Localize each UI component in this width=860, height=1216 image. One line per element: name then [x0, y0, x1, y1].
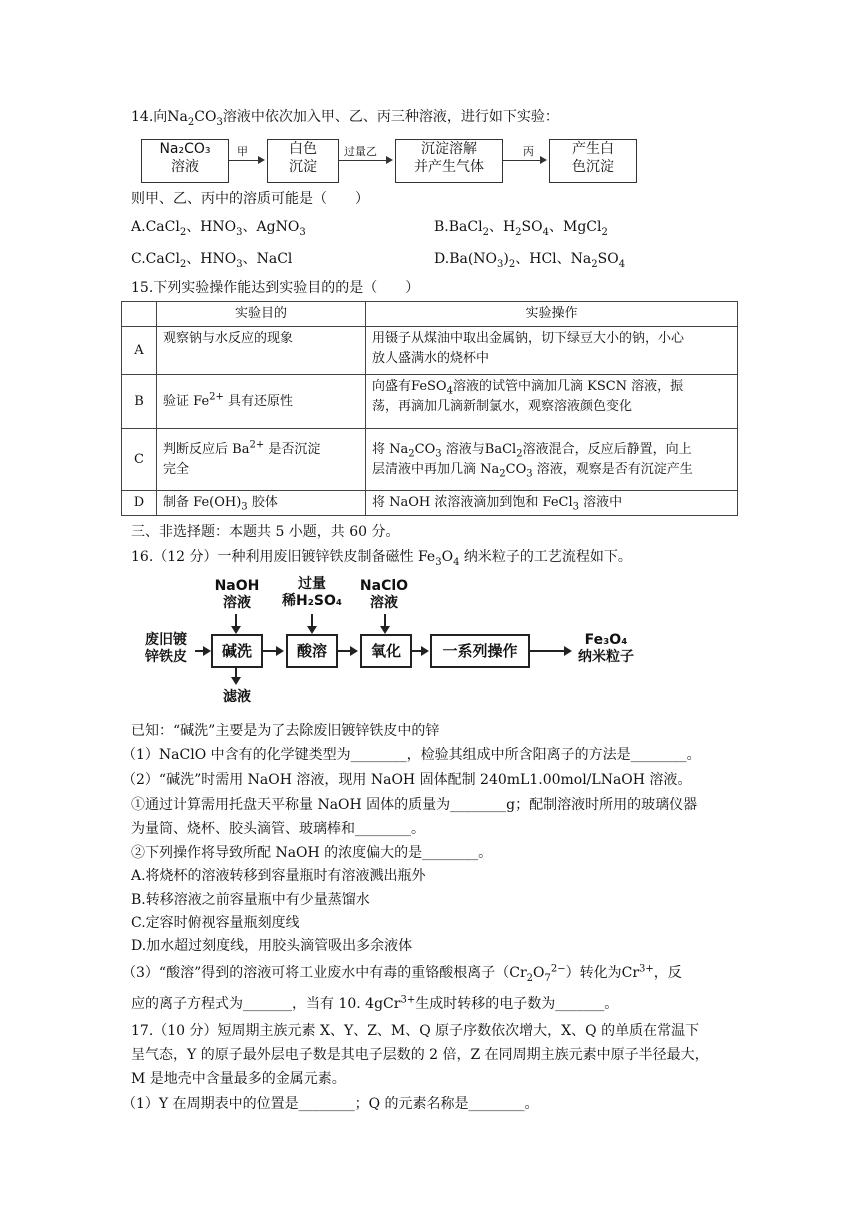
- header-goal: 实验目的: [157, 302, 366, 327]
- arrow-icon: [195, 650, 209, 652]
- q16-known: 已知：“碱洗”主要是为了去除废旧镀锌铁皮中的锌: [131, 723, 440, 739]
- table-row: [122, 302, 738, 327]
- arrow-icon: [229, 160, 263, 161]
- q16-part-2-1a: ①通过计算需用托盘天平称量 NaOH 固体的质量为________g；配制溶液时所用的玻璃仪器: [131, 797, 698, 813]
- table-row: [122, 327, 738, 375]
- q14-option-c: C.CaCl$_2$、$HNO_3$、NaCl: [131, 251, 293, 270]
- q16-part-2: （2）“碱洗”时需用 NaOH 溶液，现用 NaOH 固体配制 240mL1.00mol/LNaOH 溶液。: [122, 772, 692, 788]
- section-3-title: 三、非选择题：本题共 5 小题，共 60 分。: [131, 524, 400, 540]
- q14-option-d: $D.Ba(NO_3)_2$、HCl、$Na_2SO_4$: [434, 251, 626, 270]
- q16-option-c: C.定容时俯视容量瓶刻度线: [131, 915, 300, 931]
- q14-option-b: B.BaCl$_2$、$H_2SO_4$、MgCl$_2$: [434, 219, 608, 238]
- arrow-down-icon: [311, 614, 313, 632]
- q17-line-1: 17.（10 分）短周期主族元素 X、Y、Z、M、Q 原子序数依次增大，X、Q 的单质在常温下: [131, 1023, 700, 1039]
- arrow-down-icon: [384, 614, 386, 632]
- q14-flow-box-white: 产生白 色沉淀: [549, 139, 637, 183]
- row-op: 用镊子从煤油中取出金属钠，切下绿豆大小的钠，小心 放人盛满水的烧杯中: [366, 327, 738, 375]
- q16-stem: 16.（12 分）一种利用废旧镀锌铁皮制备磁性 $Fe_3O_4$ 纳米粒子的工艺流程如下。: [131, 549, 632, 568]
- q14-option-a: A.CaCl$_2$、$HNO_3$、AgNO$_3$: [131, 219, 306, 238]
- flow-box-alkali-wash: 碱洗: [211, 634, 263, 668]
- q14-stem: 14.向$Na_2CO_3$溶液中依次加入甲、乙、丙三种溶液，进行如下实验：: [131, 109, 559, 128]
- q17-line-3: M 是地壳中含量最多的金属元素。: [131, 1071, 346, 1087]
- flow-input-acid: 过量 稀H₂SO₄: [282, 576, 342, 609]
- q14-flow-arrow-label-2: 过量乙: [344, 145, 377, 158]
- arrow-down-icon: [235, 614, 237, 632]
- arrow-icon: [530, 650, 570, 652]
- q16-option-a: A.将烧杯的溶液转移到容量瓶时有溶液溅出瓶外: [131, 868, 426, 884]
- arrow-icon: [339, 160, 391, 161]
- flow-input-naclo: NaClO 溶液: [359, 578, 409, 611]
- q16-part-2-2: ②下列操作将导致所配 NaOH 的浓度偏大的是________。: [131, 845, 493, 861]
- q15-stem: 15.下列实验操作能达到实验目的的是（ ）: [131, 280, 420, 296]
- row-goal: 验证 $Fe^{2+}$ 具有还原性: [157, 375, 366, 429]
- q16-part-3a: （3）“酸溶”得到的溶液可将工业废水中有毒的重铬酸根离子$(Cr_2O_7^{2-})$转化为$Cr^{3+}$，反: [122, 963, 682, 984]
- q17-line-2: 呈气态，Y 的原子最外层电子数是其电子层数的 2 倍，Z 在同周期主族元素中原子半径最大，: [131, 1047, 709, 1063]
- arrow-icon: [503, 160, 545, 161]
- q14-flow-arrow-label-3: 丙: [523, 145, 534, 158]
- flow-input-naoh: NaOH 溶液: [214, 578, 260, 611]
- q14-flow-box-dissolve: 沉淀溶解 并产生气体: [395, 139, 503, 183]
- row-goal: 制备 $Fe(OH)_3$ 胶体: [157, 491, 366, 516]
- q14-question: 则甲、乙、丙中的溶质可能是（ ）: [131, 191, 369, 207]
- q14-flow-box-na2co3: Na₂CO₃ 溶液: [141, 139, 229, 183]
- q14-flow-arrow-label-1: 甲: [237, 145, 248, 158]
- row-goal: 观察钠与水反应的现象: [157, 327, 366, 375]
- row-label: A: [122, 327, 157, 375]
- q16-part-1: （1）NaClO 中含有的化学键类型为________，检验其组成中所含阳离子的方法是________。: [122, 747, 701, 763]
- table-row: [122, 491, 738, 516]
- q16-part-2-1b: 为量筒、烧杯、胶头滴管、玻璃棒和________。: [131, 821, 425, 837]
- row-op: 向盛有FeSO$_4$溶液的试管中滴加几滴 KSCN 溶液，振 荡，再滴加几滴新制氯水，观察溶液颜色变化: [366, 375, 738, 429]
- arrow-icon: [262, 650, 282, 652]
- arrow-icon: [337, 650, 356, 652]
- row-label: B: [122, 375, 157, 429]
- header-op: 实验操作: [366, 302, 738, 327]
- flow-start: 废旧镀 锌铁皮: [145, 632, 187, 665]
- row-op: 将 NaOH 浓溶液滴加到饱和 FeCl$_3$ 溶液中: [366, 491, 738, 516]
- flow-box-acid-dissolve: 酸溶: [286, 634, 338, 668]
- table-row: [122, 429, 738, 491]
- flow-box-series-ops: 一系列操作: [430, 634, 530, 668]
- table-row: [122, 375, 738, 429]
- arrow-icon: [411, 650, 427, 652]
- arrow-down-icon: [235, 667, 237, 683]
- q14-flow-box-precip: 白色 沉淀: [267, 139, 339, 183]
- q16-part-3b: 应的离子方程式为_______，当有 10. 4gCr$^{3+}$生成时转移的电子数为_______。: [131, 994, 619, 1012]
- row-label: C: [122, 429, 157, 491]
- flow-box-oxidize: 氧化: [360, 634, 412, 668]
- row-label: D: [122, 491, 157, 516]
- q16-option-b: B.转移溶液之前容量瓶中有少量蒸馏水: [131, 892, 370, 908]
- q15-table: [121, 301, 738, 516]
- q17-part-1: （1）Y 在周期表中的位置是________；Q 的元素名称是________。: [122, 1096, 539, 1112]
- q16-option-d: D.加水超过刻度线，用胶头滴管吸出多余液体: [131, 938, 413, 954]
- flow-output: Fe₃O₄ 纳米粒子: [578, 632, 634, 665]
- row-op: 将 $Na_2CO_3$ 溶液与BaCl$_2$溶液混合，反应后静置，向上 层清液中再加几滴 $Na_2CO_3$ 溶液，观察是否有沉淀产生: [366, 429, 738, 491]
- flow-waste: 滤液: [223, 689, 251, 705]
- row-goal: 判断反应后 $Ba^{2+}$ 是否沉淀 完全: [157, 429, 366, 491]
